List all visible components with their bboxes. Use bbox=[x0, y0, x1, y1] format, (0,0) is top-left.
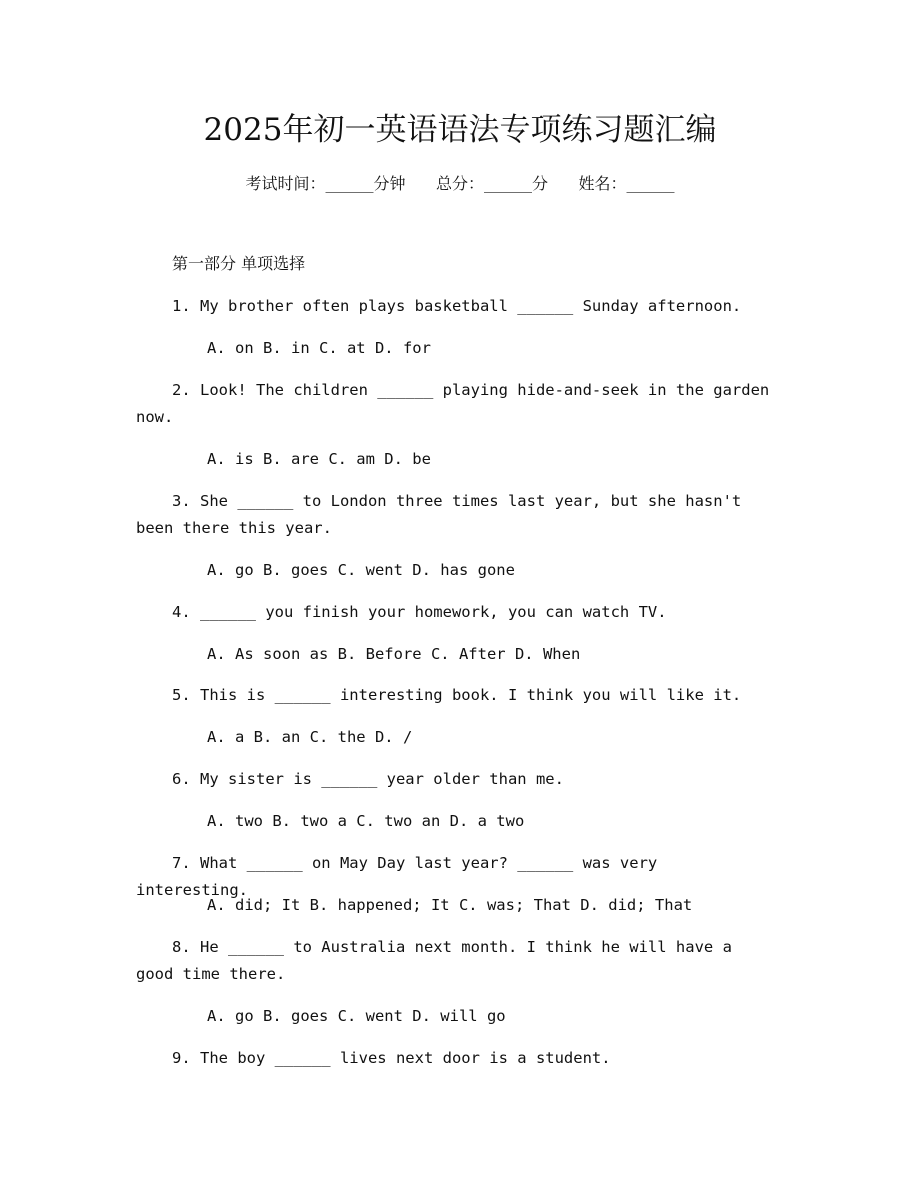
question-3: 3. She ______ to London three times last year, but she hasn't been there this year. bbox=[136, 492, 751, 537]
question-5: 5. This is ______ interesting book. I think you will like it. bbox=[172, 686, 742, 704]
section-heading: 第一部分 单项选择 bbox=[172, 254, 306, 273]
question-7-options: A. did; It B. happened; It C. was; That D. did; That bbox=[207, 896, 693, 914]
page-title: 2025年初一英语语法专项练习题汇编 bbox=[203, 112, 717, 148]
question-8-options: A. go B. goes C. went D. will go bbox=[207, 1007, 506, 1025]
question-3-options: A. go B. goes C. went D. has gone bbox=[207, 561, 515, 579]
question-7: 7. What ______ on May Day last year? ______ was very interesting. bbox=[136, 854, 667, 899]
total-score-field: 总分：______分 bbox=[435, 174, 548, 193]
name-field: 姓名：______ bbox=[578, 174, 675, 193]
question-1: 1. My brother often plays basketball ______ Sunday afternoon. bbox=[172, 297, 742, 315]
question-5-options: A. a B. an C. the D. / bbox=[207, 728, 413, 746]
question-4-options: A. As soon as B. Before C. After D. When bbox=[207, 645, 581, 663]
question-9: 9. The boy ______ lives next door is a student. bbox=[172, 1049, 611, 1067]
question-2: 2. Look! The children ______ playing hide-and-seek in the garden now. bbox=[136, 381, 779, 426]
question-6: 6. My sister is ______ year older than me. bbox=[172, 770, 564, 788]
question-8: 8. He ______ to Australia next month. I think he will have a good time there. bbox=[136, 938, 742, 983]
question-4: 4. ______ you finish your homework, you can watch TV. bbox=[172, 603, 667, 621]
question-1-options: A. on B. in C. at D. for bbox=[207, 339, 431, 357]
question-2-options: A. is B. are C. am D. be bbox=[207, 450, 431, 468]
exam-time-field: 考试时间：______分钟 bbox=[245, 174, 406, 193]
question-6-options: A. two B. two a C. two an D. a two bbox=[207, 812, 525, 830]
exam-info-line bbox=[0, 172, 920, 196]
